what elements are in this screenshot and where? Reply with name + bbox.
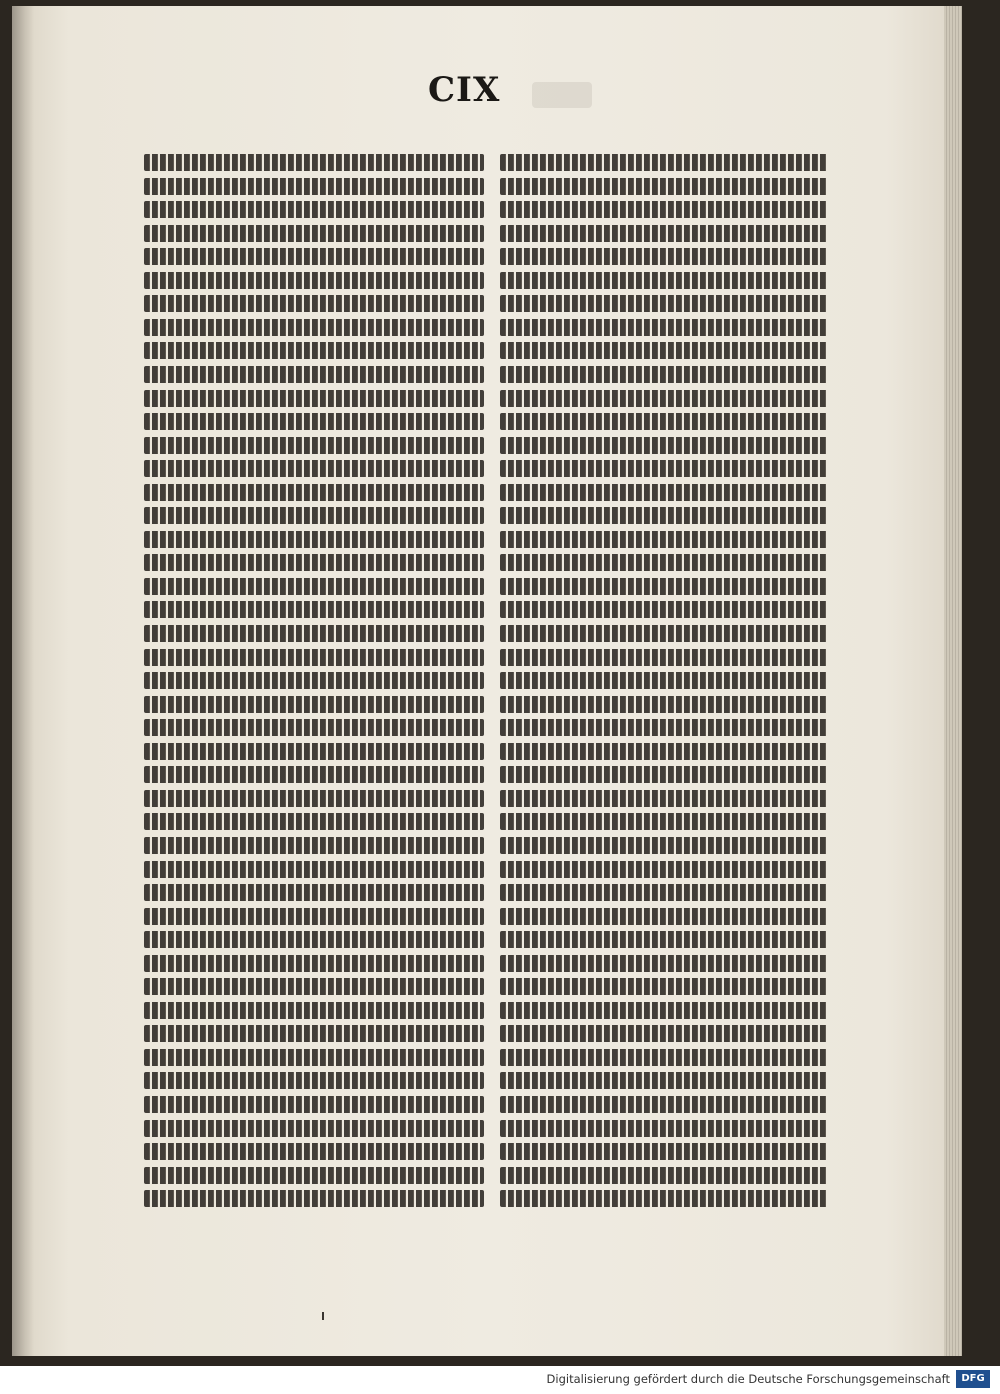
text-line [144,272,484,289]
text-line [144,908,484,925]
text-line [144,342,484,359]
text-line [500,813,828,830]
text-line [500,154,828,171]
text-line [500,837,828,854]
text-line [144,649,484,666]
text-line [500,884,828,901]
text-line [500,696,828,713]
text-line [500,908,828,925]
text-line [144,154,484,171]
text-line [144,1096,484,1113]
signature-mark [322,1312,324,1320]
text-line [500,1120,828,1137]
text-line [144,554,484,571]
text-line [144,178,484,195]
text-line [500,342,828,359]
text-line [500,1096,828,1113]
text-line [144,1025,484,1042]
text-line [500,1002,828,1019]
text-line [500,955,828,972]
footer-credit: Digitalisierung gefördert durch die Deutsche Forschungsgemeinschaft [546,1372,950,1386]
text-line [500,1025,828,1042]
text-line [144,601,484,618]
text-line [500,390,828,407]
text-line [500,554,828,571]
text-line [500,743,828,760]
text-line [144,366,484,383]
text-line [144,507,484,524]
text-line [144,437,484,454]
gutter-edge [12,6,34,1356]
text-line [500,1072,828,1089]
ink-bleed-through [532,82,592,108]
text-line [144,837,484,854]
page-fore-edge [944,6,962,1356]
text-line [500,601,828,618]
text-line [500,790,828,807]
text-line [500,413,828,430]
text-line [144,978,484,995]
text-line [500,178,828,195]
text-line [500,1143,828,1160]
text-line [500,531,828,548]
text-line [144,1190,484,1207]
text-line [144,295,484,312]
text-line [144,319,484,336]
text-line [500,248,828,265]
text-line [500,978,828,995]
text-line [144,1143,484,1160]
text-line [144,672,484,689]
book-page [12,6,962,1356]
text-line [144,625,484,642]
text-line [500,272,828,289]
text-line [144,460,484,477]
text-line [500,1167,828,1184]
text-line [500,578,828,595]
text-line [144,1167,484,1184]
text-line [144,484,484,501]
text-line [144,248,484,265]
folio-number: CIX [428,70,501,110]
text-line [144,931,484,948]
text-line [500,484,828,501]
text-line [500,507,828,524]
text-line [144,413,484,430]
text-line [144,719,484,736]
text-line [500,201,828,218]
text-line [500,861,828,878]
text-line [500,719,828,736]
text-line [144,225,484,242]
text-line [500,931,828,948]
text-line [144,1002,484,1019]
text-line [500,319,828,336]
text-line [500,295,828,312]
text-line [144,861,484,878]
text-line [144,201,484,218]
text-line [144,813,484,830]
text-line [144,696,484,713]
text-line [144,390,484,407]
text-line [500,766,828,783]
text-line [144,1072,484,1089]
text-line [500,672,828,689]
text-line [144,1049,484,1066]
text-line [144,955,484,972]
text-line [144,531,484,548]
text-line [500,649,828,666]
text-line [500,625,828,642]
dfg-logo: DFG [956,1370,990,1388]
text-line [144,884,484,901]
text-line [500,225,828,242]
text-line [500,1049,828,1066]
text-line [500,437,828,454]
text-line [500,366,828,383]
text-line [500,460,828,477]
text-line [144,766,484,783]
text-line [144,743,484,760]
text-line [500,1190,828,1207]
text-line [144,1120,484,1137]
text-line [144,790,484,807]
text-line [144,578,484,595]
